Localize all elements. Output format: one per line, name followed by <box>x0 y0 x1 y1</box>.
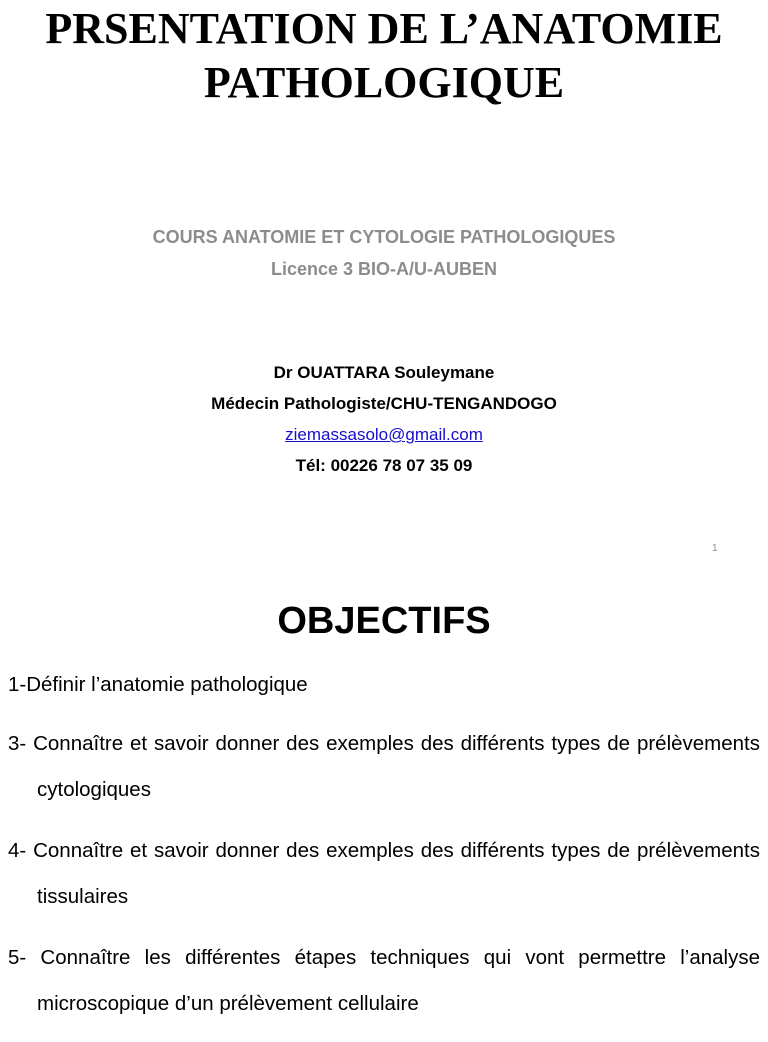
objective-item: 4- Connaître et savoir donner des exemples des différents types de prélèvements tissulaires <box>8 839 760 908</box>
author-block <box>0 357 768 481</box>
objectives-list <box>8 670 760 1042</box>
objectives-title: OBJECTIFS <box>277 600 491 642</box>
objective-item: 5- Connaître les différentes étapes techniques qui vont permettre l’analyse microscopique d’un prélèvement cellulaire <box>8 946 760 1015</box>
objective-item: 3- Connaître et savoir donner des exemples des différents types de prélèvements cytologiques <box>8 732 760 801</box>
author-name: Dr OUATTARA Souleymane <box>273 363 495 382</box>
author-role: Médecin Pathologiste/CHU-TENGANDOGO <box>211 394 557 413</box>
author-phone: Tél: 00226 78 07 35 09 <box>295 456 473 475</box>
course-name: COURS ANATOMIE ET CYTOLOGIE PATHOLOGIQUES <box>152 227 616 247</box>
objective-item: 1-Définir l’anatomie pathologique <box>8 673 308 696</box>
author-email-link[interactable]: ziemassasolo@gmail.com <box>285 425 483 444</box>
page-number: 1 <box>712 543 718 554</box>
title-line-1: PRSENTATION DE L’ANATOMIE <box>45 4 723 53</box>
course-subtitle <box>0 221 768 285</box>
course-level: Licence 3 BIO-A/U-AUBEN <box>270 259 498 279</box>
presentation-title <box>0 2 768 110</box>
title-line-2: PATHOLOGIQUE <box>203 58 565 107</box>
slide-2 <box>0 575 768 1024</box>
